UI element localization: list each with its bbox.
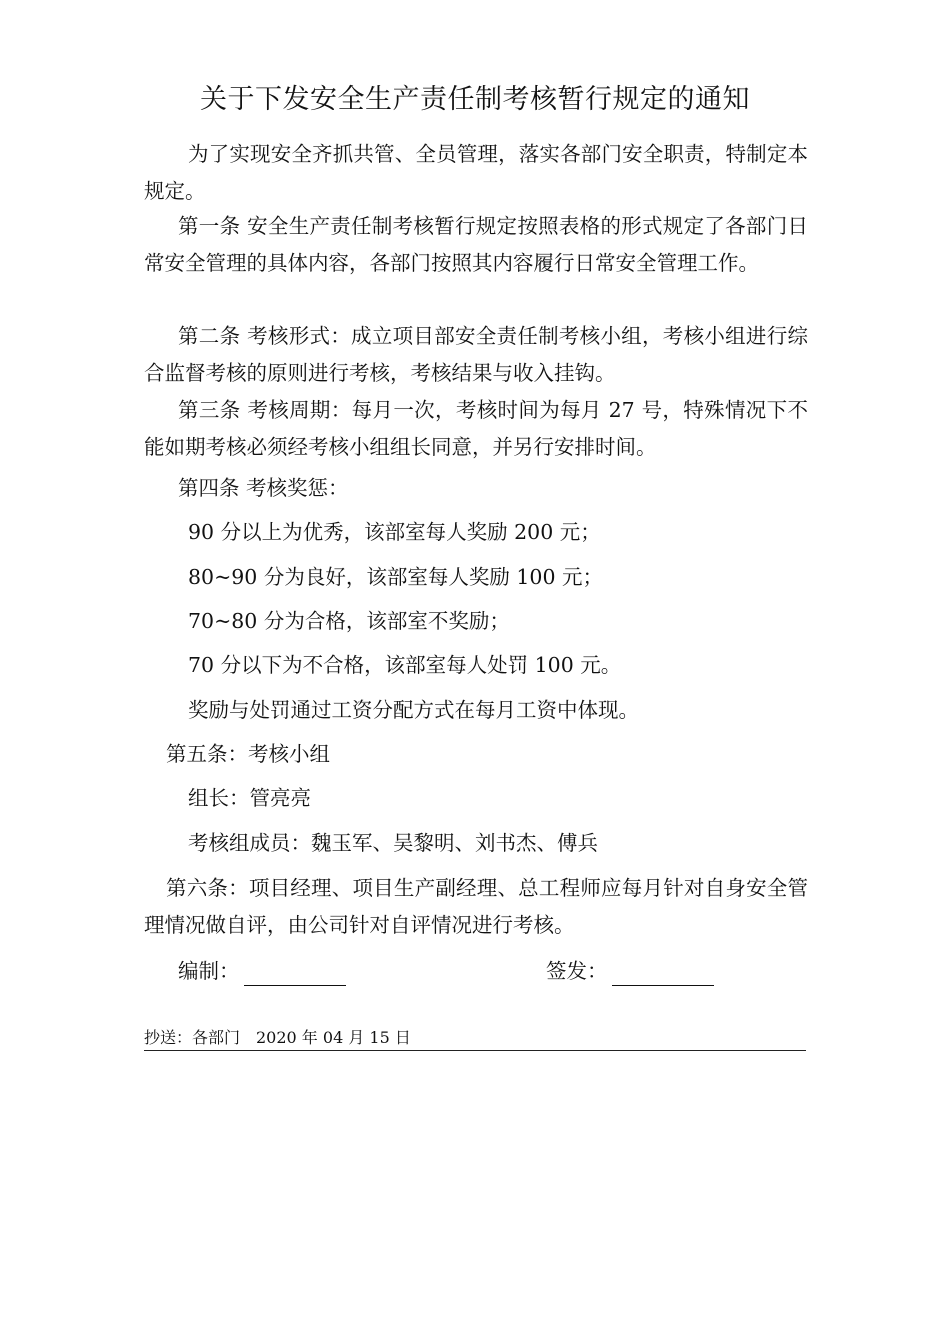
- reward-pass: 70~80 分为合格，该部室不奖励；: [188, 609, 510, 633]
- article-6: 第六条：项目经理、项目生产副经理、总工程师应每月针对自身安全管理情况做自评，由公司针对自评情况进行考核。: [144, 876, 808, 937]
- issued-by-blank: [612, 985, 714, 986]
- prepared-by-blank: [244, 985, 346, 986]
- issued-by-label: 签发：: [546, 959, 608, 983]
- article-1: 第一条 安全生产责任制考核暂行规定按照表格的形式规定了各部门日常安全管理的具体内容，各部门按照其内容履行日常安全管理工作。: [144, 214, 808, 275]
- article-4: 第四条 考核奖惩：: [178, 476, 349, 500]
- cc-line: 抄送：各部门 2020 年 04 月 15 日: [144, 1028, 411, 1047]
- reward-good: 80~90 分为良好，该部室每人奖励 100 元；: [188, 565, 604, 589]
- reward-payment-note: 奖励与处罚通过工资分配方式在每月工资中体现。: [188, 698, 639, 722]
- intro-paragraph: 为了实现安全齐抓共管、全员管理，落实各部门安全职责，特制定本规定。: [144, 142, 808, 203]
- penalty-fail: 70 分以下为不合格，该部室每人处罚 100 元。: [188, 653, 622, 677]
- article-2: 第二条 考核形式：成立项目部安全责任制考核小组，考核小组进行综合监督考核的原则进行考核，考核结果与收入挂钩。: [144, 324, 808, 385]
- group-members: 考核组成员：魏玉军、吴黎明、刘书杰、傅兵: [188, 831, 598, 855]
- reward-excellent: 90 分以上为优秀，该部室每人奖励 200 元；: [188, 520, 601, 544]
- document-title: 关于下发安全生产责任制考核暂行规定的通知: [200, 84, 750, 115]
- prepared-by-label: 编制：: [178, 959, 240, 983]
- group-leader: 组长：管亮亮: [188, 786, 311, 810]
- article-5: 第五条：考核小组: [166, 742, 330, 766]
- article-3: 第三条 考核周期：每月一次，考核时间为每月 27 号，特殊情况下不能如期考核必须经考核小组组长同意，并另行安排时间。: [144, 398, 808, 459]
- footer-divider: [144, 1050, 806, 1051]
